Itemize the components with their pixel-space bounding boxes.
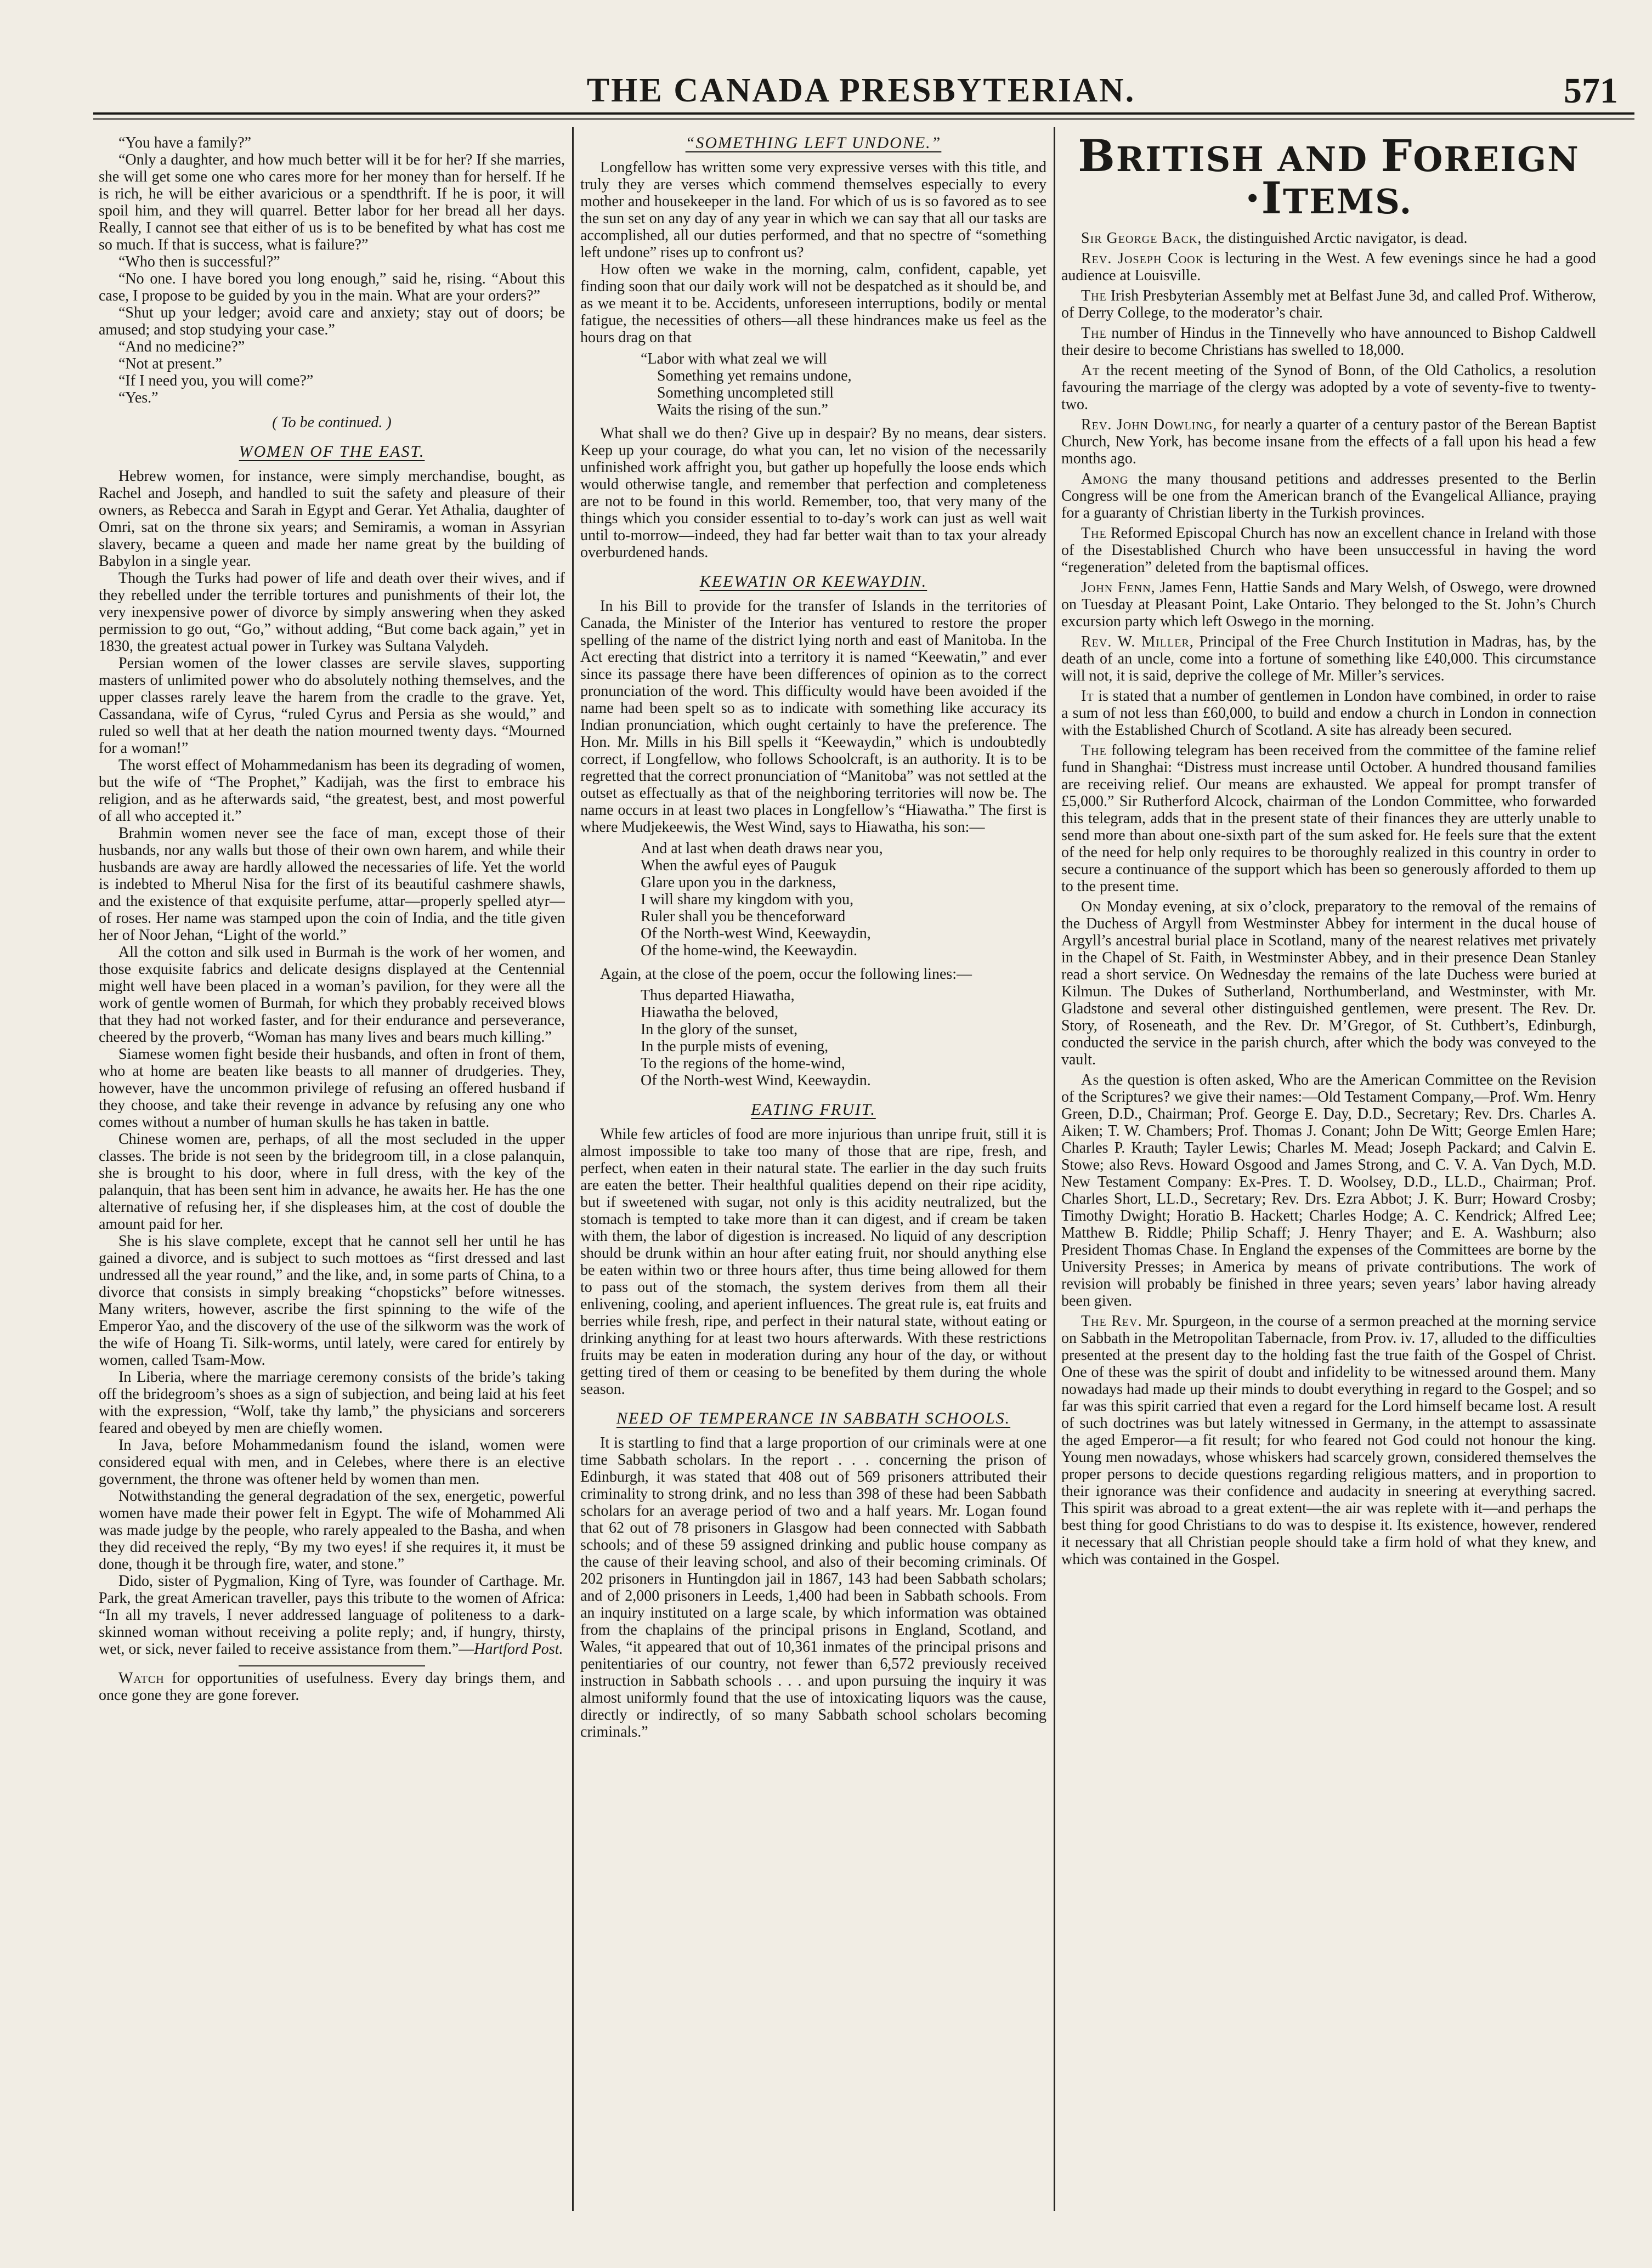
poem-line: To the regions of the home-wind,: [641, 1055, 845, 1072]
fruit-para-1: While few articles of food are more injurious than unripe fruit, still it is almost impossible to take too many of those that are ripe, fresh, and perfect, when eaten in their natural state. The earlier in the day such fruits are eaten the better. Their healthful qualities depend on their ripe acidity, but if sweetened with sugar, not only is this acidity neutralized, but the stomach is tempted to take more than it can digest, and if cream be taken with them, the labor of digestion is increased. No liquid of any description should be drunk within an hour after eating fruit, nor should anything else be eaten within two or three hours after, thus time being allowed for them to pass out of the stomach, the system derives from them all their enlivening, cooling, and aperient influences. The great rule is, eat fruits and berries while fresh, ripe, and perfect in their natural state, without eating or drinking anything for at least two hours afterwards. With these restrictions fruits may be eaten in moderation during any hour of the day, or without getting tired of them or ceasing to be benefited by them during the whole season.: [580, 1126, 1046, 1398]
heading-part: TEMS.: [1283, 182, 1413, 222]
women-paragraph: Chinese women are, perhaps, of all the most secluded in the upper classes. The bride is not seen by the bridegroom till, in a close palanquin, she is brought to his door, where in full dress, with the key of the palanquin, that has been sent him in advance, he awaits her. He has the one alternative of refusing her, if she displeases him, at the cost of double the amount paid for her.: [99, 1131, 565, 1233]
watch-text: for opportunities of usefulness. Every day brings them, and once gone they are gone forever.: [99, 1670, 565, 1704]
dialog-line: “If I need you, you will come?”: [118, 372, 314, 389]
something-para-2: How often we wake in the morning, calm, confident, capable, yet finding soon that our daily work will not be despatched as it should be, and as we meant it to be. Accidents, unforeseen interruptions, bodily or mental fatigue, the necessities of others—all these hindrances make us feel as the hours drag on that: [580, 261, 1046, 346]
news-item-text: number of Hindus in the Tinnevelly who have announced to Bishop Caldwell their desire to become Christians has swelled to 18,000.: [1061, 325, 1596, 359]
temperance-para-1: It is startling to find that a large proportion of our criminals were at one time Sabbath scholars. In the report . . . concerning the prison of Edinburgh, it was stated that 408 out of 569 prisoners attributed their criminality to strong drink, and no less than 398 of these had been Sabbath scholars for an average period of two and a half years. Mr. Logan found that 62 out of 78 prisoners in Glasgow had been connected with Sabbath schools; and of these 59 assigned drinking and public house company as the cause of their leaving school, and also of their becoming criminals. Of 202 prisoners in Huntingdon jail in 1867, 143 had been Sabbath scholars; and of 2,000 prisoners in Leeds, 1,400 had been in Sabbath schools. From an inquiry instituted on a large scale, by which information was obtained from the chaplains of the principal prisons in England, Scotland, and Wales, “it appeared that out of 10,361 inmates of the principal prisons and penitentiaries of our country, not fewer than 6,572 previously received instruction in Sabbath schools . . . and upon pursuing the inquiry it was almost uniformly found that the use of intoxicating liquors was the cause, directly or indirectly, of so many Sabbath school scholars becoming criminals.”: [580, 1434, 1046, 1740]
dialog-line: “Only a daughter, and how much better will it be for her? If she marries, she will get some one who cares more for her money than for herself. If he is rich, he will be either avaricious or a spendthrift. If he is poor, it will spoil him, and they will quarrel. Better labor for her bread all her days. Really, I cannot see that either of us is to be benefited by what has cost me so much. If that is success, what is failure?”: [99, 151, 565, 253]
news-item-lead: Among: [1081, 470, 1129, 487]
news-item-text: Mr. Spurgeon, in the course of a sermon preached at the morning service on Sabbath in the Metropolitan Tabernacle, from Prov. iv. 17, alluded to the difficulties presented at the present day to the holding fast the true faith of the Gospel of Christ. One of these was the spirit of doubt and infidelity to be witnessed around them. Many nowadays had made up their minds to doubt everything in regard to the Gospel; and so far was this spirit carried that even a regard for the Lord himself became lost. A result of such doctrines was but lately witnessed in Germany, in the attempt to assassinate the aged Emperor—a fit result; for who feared not God could not honour the king. Young men nowadays, whose whiskers had scarcely grown, considered themselves the proper persons to decide questions regarding religious matters, and in proportion to their ignorance was their confidence and audacity in sneering at everything sacred. This spirit was abroad to a great extent—the air was replete with it—and perhaps the best thing for good Christians to do was to despise it. Its existence, however, rendered it necessary that all Christian people should take a firm hold of what they knew, and which was contained in the Gospel.: [1061, 1313, 1596, 1568]
article-title-women: WOMEN OF THE EAST.: [239, 443, 425, 461]
poem-hiawatha-1: [641, 840, 1046, 959]
news-item: [1061, 230, 1596, 247]
news-item-text: is lecturing in the West. A few evenings since he had a good audience at Louisville.: [1061, 250, 1596, 284]
women-paragraph: Brahmin women never see the face of man, except those of their husbands, nor any walls but those of their own own harem, and while their husbands are away are hardly allowed the necessaries of life. Yet the world is indebted to Mherul Nisa for the first of its beautiful cashmere shawls, and the existence of that exquisite perfume, attar—properly spelled atyr—of roses. Her name was stamped upon the coin of India, and the title given her of Noor Jehan, “Light of the world.”: [99, 825, 565, 944]
news-item: [1061, 742, 1596, 895]
news-item: [1061, 579, 1596, 630]
news-item-lead: On: [1081, 898, 1101, 915]
news-item-text: the distinguished Arctic navigator, is dead.: [1202, 230, 1468, 247]
separator: [239, 1665, 425, 1666]
news-item: [1061, 287, 1596, 321]
poem-line: In the glory of the sunset,: [641, 1021, 798, 1038]
article-title-something: “SOMETHING LEFT UNDONE.”: [685, 134, 942, 152]
column-rule-1: [572, 127, 574, 2211]
news-item-text: Principal of the Free Church Institution in Madras, has, by the death of an uncle, come into a fortune of something like £40,000. This circumstance will not, it is said, deprive the college of Mr. Miller’s services.: [1061, 633, 1596, 684]
women-last-para: [99, 1573, 565, 1658]
keewatin-para-2: Again, at the close of the poem, occur the following lines:—: [600, 966, 972, 983]
news-item-text: for nearly a quarter of a century pastor of the Berean Baptist Church, New York, has become insane from the effects of a fall upon his head a few months ago.: [1061, 416, 1596, 467]
watch-lead: Watch: [118, 1670, 165, 1687]
heading-part: B: [1078, 134, 1116, 182]
dialog-line: “Shut up your ledger; avoid care and anxiety; stay out of doors; be amused; and stop studying your case.”: [99, 304, 565, 338]
news-item: [1061, 525, 1596, 576]
news-item: [1061, 688, 1596, 739]
women-paragraph: All the cotton and silk used in Burmah is the work of her women, and those exquisite fabrics and delicate designs displayed at the Centennial might well have been placed in a woman’s pavilion, for they were all the work of gentle women of Burmah, for which they probably received blows that they had not worked faster, and for their endurance and perseverance, cheered by the proverb, “Woman has many lives and bears much killing.”: [99, 944, 565, 1046]
poem-line: Something yet remains undone,: [657, 367, 852, 384]
news-item-text: is stated that a number of gentlemen in London have combined, in order to raise a sum of not less than £60,000, to build and endow a church in London in connection with the Established Church of Scotland. A site has already been secured.: [1061, 688, 1596, 739]
poem-line: Glare upon you in the darkness,: [641, 874, 836, 891]
poem-line: In the purple mists of evening,: [641, 1038, 829, 1055]
women-source: Hartford Post.: [474, 1641, 563, 1658]
news-item-lead: As: [1081, 1071, 1100, 1088]
column-3: [1061, 134, 1596, 2251]
something-para-3: What shall we do then? Give up in despair? By no means, dear sisters. Keep up your courage, do what you can, let no vision of the necessarily unfinished work affright you, but gather up hopefully the loose ends which would otherwise tangle, and remember that perfection and completeness are not to be found in this world. Remember, too, that very many of the things which you consider essential to to-day’s work can just as well wait until to-morrow—indeed, they had far better wait than to tax your already overburdened hands.: [580, 425, 1046, 561]
poem-line: Waits the rising of the sun.”: [657, 401, 828, 418]
news-item-text: Reformed Episcopal Church has now an excellent chance in Ireland with those of the Disestablished Church who have been unsuccessful in having the word “regeneration” deleted from the baptismal offices.: [1061, 525, 1596, 576]
article-title-keewatin: KEEWATIN OR KEEWAYDIN.: [699, 572, 927, 591]
keewatin-para-1: In his Bill to provide for the transfer of Islands in the territories of Canada, the Minister of the Interior has ventured to restore the proper spelling of the name of the district lying north and east of Manitoba. In the Act erecting that district into a territory it is named “Keewatin,” and ever since its passage there have been differences of opinion as to the correct pronunciation of the word. This difficulty would have been avoided if the name had been spelt so as to indicate with something like accuracy its Indian pronunciation, which ought certainly to have the preference. The Hon. Mr. Mills in his Bill spells it “Keewaydin,” which is undoubtedly correct, if Longfellow, who follows Schoolcraft, is an authority. It is to be regretted that the correct pronunciation of “Manitoba” was not settled at the outset as effectually as that of the neighboring territories will now be. The name occurs in at least two places in Longfellow’s “Hiawatha.” The first is where Mudjekeewis, the West Wind, says to Hiawatha, his son:—: [580, 598, 1046, 836]
poem-line: Hiawatha the beloved,: [641, 1004, 779, 1021]
poem-line: Of the home-wind, the Keewaydin.: [641, 942, 857, 959]
dialog-line: “And no medicine?”: [118, 338, 245, 355]
women-last-text: Dido, sister of Pygmalion, King of Tyre, was founder of Carthage. Mr. Park, the great American traveller, pays this tribute to the women of Africa: “In all my travels, I never addressed language of politeness to a dark-skinned woman without receiving a polite reply; and, if hungry, thirsty, wet, or sick, never failed to receive assistance from them.”—: [99, 1573, 565, 1658]
news-item-text: Irish Presbyterian Assembly met at Belfast June 3d, and called Prof. Witherow, of Derry College, to the moderator’s chair.: [1061, 287, 1596, 321]
news-item-text: the recent meeting of the Synod of Bonn, of the Old Catholics, a resolution favouring the marriage of the clergy was adopted by a vote of seventy-five to twenty-two.: [1061, 362, 1596, 413]
news-item-text: James Fenn, Hattie Sands and Mary Welsh, of Oswego, were drowned on Tuesday at Pleasant Point, Lake Ontario. They belonged to the St. John’s Church excursion party which left Oswego in the morning.: [1061, 579, 1596, 630]
news-item: [1061, 1313, 1596, 1568]
heading-part: RITISH AND: [1116, 139, 1381, 179]
poem-line: Ruler shall you be thenceforward: [641, 908, 846, 925]
page-number: 571: [1564, 71, 1618, 111]
story-continuation: [99, 134, 565, 406]
dialog-line: “Not at present.”: [118, 355, 222, 372]
women-paragraph: Hebrew women, for instance, were simply merchandise, bought, as Rachel and Joseph, and handled to suit the safety and pleasure of their owners, as Rebecca and Sarah in Egypt and Gerar. Yet Athalia, daughter of Omri, sat on the throne six years; and Semiramis, a woman in Assyrian slavery, became a queen and made her name great by the building of Babylon in a single year.: [99, 468, 565, 570]
poem-line: I will share my kingdom with you,: [641, 891, 854, 908]
running-title: THE CANADA PRESBYTERIAN.: [586, 72, 1136, 109]
news-item: [1061, 633, 1596, 684]
masthead: [93, 65, 1629, 114]
news-item-lead: The: [1081, 742, 1107, 759]
news-item-lead: The: [1081, 325, 1107, 342]
to-be-continued: ( To be continued. ): [272, 414, 392, 431]
news-item-text: Monday evening, at six o’clock, preparatory to the removal of the remains of the Duchess of Argyll from Westminster Abbey for interment in the ducal house of Argyll’s ancestral burial place in Scotland, many of the nearest relatives met privately in the Chapel of St. Faith, in Westminster Abbey, and in their presence Dean Stanley read a short service. On Wednesday the remains of the late Duchess were buried at Kilmun. The Dukes of Sutherland, Northumberland, and Westminster, with Mr. Gladstone and several other distinguished gentlemen, were present. The Rev. Dr. Story, of Roseneath, and the Rev. Dr. M’Gregor, of St. Cuthbert’s, Edinburgh, conducted the service in the parish church, after which the body was conveyed to the vault.: [1061, 898, 1596, 1068]
women-paragraph: The worst effect of Mohammedanism has been its degrading of women, but the wife of “The Prophet,” Kadijah, was the first to embrace his religion, and as he afterwards said, “the greatest, best, and most powerful of all who accepted it.”: [99, 757, 565, 825]
heading-part: F: [1381, 134, 1413, 182]
news-item-lead: Rev. John Dowling,: [1081, 416, 1218, 433]
dialog-line: “No one. I have bored you long enough,” said he, rising. “About this case, I propose to be guided by you in the main. What are your orders?”: [99, 270, 565, 304]
news-item-lead: John Fenn,: [1081, 579, 1156, 596]
poem-line: And at last when death draws near you,: [641, 840, 883, 857]
news-item: [1061, 325, 1596, 359]
news-item-lead: Rev. Joseph Cook: [1081, 250, 1204, 267]
article-title-fruit: EATING FRUIT.: [751, 1101, 876, 1119]
women-paragraph: Persian women of the lower classes are servile slaves, supporting masters of unlimited power who do absolutely nothing themselves, and the upper classes rarely leave the harem from the cradle to the grave. Yet, Cassandana, wife of Cyrus, “ruled Cyrus and Persia as she would,” and ruled so well that at her death the nation mourned twenty days. “Mourned for a woman!”: [99, 655, 565, 757]
news-item: [1061, 470, 1596, 521]
column-2: [580, 134, 1046, 2251]
news-item: [1061, 250, 1596, 284]
news-item-text: following telegram has been received from the committee of the famine relief fund in Shanghai: “Distress must increase until October. A hundred thousand families are receiving relief. Our means are exhausted. We appeal for prompt transfer of £5,000.” Sir Rutherford Alcock, chairman of the London Committee, who forwarded this telegram, adds that in the present state of their finances they are utterly unable to send more than about one-sixth part of the sum asked for. He feels sure that the extent of the need for help only requires to be thoroughly realized in this country in order to secure a continuance of the support which has been so generously afforded to them up to the present time.: [1061, 742, 1596, 895]
news-item-text: the many thousand petitions and addresses presented to the Berlin Congress will be one from the American branch of the Evangelical Alliance, praying for a guaranty of Christian liberty in the Turkish provinces.: [1061, 470, 1596, 521]
something-para-1: Longfellow has written some very expressive verses with this title, and truly they are verses which commend themselves especially to every mother and housekeeper in the land. For which of us is so favored as to see the sun set on any day of any year in which we can say that all our tasks are accomplished, all our duties performed, and that no spectre of “something left undone” rises up to confront us?: [580, 159, 1046, 261]
poem-line: Of the North-west Wind, Keewaydin.: [641, 1072, 871, 1089]
news-item-lead: It: [1081, 688, 1094, 705]
news-item-lead: At: [1081, 362, 1100, 379]
women-paragraph: In Java, before Mohammedanism found the island, women were considered equal with men, and in Celebes, where there is an elective government, the throne was oftener held by women than men.: [99, 1437, 565, 1488]
article-body-women: [99, 468, 565, 1573]
column-1: [99, 134, 565, 2251]
section-heading-british-foreign: [1061, 134, 1596, 224]
column-rule-2: [1054, 127, 1055, 2211]
women-paragraph: Notwithstanding the general degradation of the sex, energetic, powerful women have made their power felt in Egypt. The wife of Mohammed Ali was made judge by the people, who rarely appealed to the Basha, and when they did received the reply, “By my two eyes! if she requires it, it must be done, though it be through fire, water, and stone.”: [99, 1488, 565, 1573]
women-paragraph: Though the Turks had power of life and death over their wives, and if they rebelled under the terrible tortures and punishments of their lot, the very inexpensive power of divorce by simply answering when they asked permission to go out, “Go,” without adding, “But come back again,” yet in 1830, the greatest actual power in Turkey was Sultana Valydeh.: [99, 570, 565, 655]
heading-part: ·I: [1244, 172, 1283, 224]
women-paragraph: Siamese women fight beside their husbands, and often in front of them, who at home are beaten like beasts to all manner of drudgeries. They, however, have the uncommon privilege of refusing an offered husband if they choose, and take their revenge in advance by refusing any one who comes without a number of human skulls he has taken in battle.: [99, 1046, 565, 1131]
poem-hiawatha-2: [641, 987, 1046, 1089]
dialog-line: “Yes.”: [118, 389, 159, 406]
news-item: [1061, 1071, 1596, 1309]
poem-line: Something uncompleted still: [657, 384, 834, 401]
dialog-line: “You have a family?”: [118, 134, 252, 151]
news-item: [1061, 362, 1596, 413]
poem-line: Of the North-west Wind, Keewaydin,: [641, 925, 871, 942]
header-rule-thin: [93, 118, 1634, 120]
watch-paragraph: [99, 1670, 565, 1704]
poem-line: Thus departed Hiawatha,: [641, 987, 795, 1004]
article-title-temperance: NEED OF TEMPERANCE IN SABBATH SCHOOLS.: [616, 1409, 1011, 1427]
poem-line: “Labor with what zeal we will: [641, 350, 827, 367]
women-paragraph: In Liberia, where the marriage ceremony consists of the bride’s taking off the bridegroom’s shoes as a sign of subjection, and being laid at his feet with the expression, “Wolf, take thy lamb,” the physicians and sorcerers feared and obeyed by men are chiefly women.: [99, 1369, 565, 1437]
news-item-lead: Sir George Back,: [1081, 230, 1202, 247]
poem-line: When the awful eyes of Pauguk: [641, 857, 836, 874]
women-paragraph: She is his slave complete, except that he cannot sell her until he has gained a divorce, and is subject to such mottoes as “first dressed and last undressed all the year round,” and the like, and, in some parts of China, to a divorce that consists in simply breaking “chopsticks” before witnesses. Many writers, however, ascribe the first spinning to the wife of the Emperor Yao, and the discovery of the use of the silkworm was the work of the wife of Hoang Ti. Silk-worms, until lately, were cared for entirely by women, called Tsam-Mow.: [99, 1233, 565, 1369]
poem-labor: [641, 350, 1046, 418]
news-item: [1061, 898, 1596, 1068]
news-item-lead: The: [1081, 287, 1107, 304]
news-items: [1061, 230, 1596, 1568]
news-item-text: the question is often asked, Who are the American Committee on the Revision of the Scriptures? we give their names:—Old Testament Company,—Prof. Wm. Henry Green, D.D., Chairman; Prof. George E. Day, D.D., Secretary; Rev. Drs. Charles A. Aiken; T. W. Chambers; Prof. Thomas J. Conant; John De Witt; George Emlen Hare; Charles P. Krauth; Tayler Lewis; Charles M. Mead; Joseph Packard; and Calvin E. Stowe; also Revs. Howard Osgood and James Strong, and C. V. A. Van Dych, M.D. New Testament Company: Ex-Pres. T. D. Woolsey, D.D., LL.D., Chairman; Prof. Charles Short, LL.D., Secretary; Rev. Drs. Ezra Abbot; J. K. Burr; Howard Crosby; Timothy Dwight; Horatio B. Hackett; Charles Hodge; A. C. Kendrick; Alfred Lee; Matthew B. Riddle; Philip Schaff; J. Henry Thayer; and E. A. Washburn; also President Thomas Chase. In England the expenses of the Committees are borne by the University Presses; in America by means of private contributions. The work of revision will probably be finished in three years; seven years’ labor having already been given.: [1061, 1071, 1596, 1309]
news-item: [1061, 416, 1596, 467]
news-item-lead: The Rev.: [1081, 1313, 1142, 1330]
heading-part: OREIGN: [1413, 139, 1580, 179]
header-rule: [93, 112, 1634, 115]
news-item-lead: The: [1081, 525, 1107, 542]
dialog-line: “Who then is successful?”: [118, 253, 280, 270]
news-item-lead: Rev. W. Miller,: [1081, 633, 1194, 650]
